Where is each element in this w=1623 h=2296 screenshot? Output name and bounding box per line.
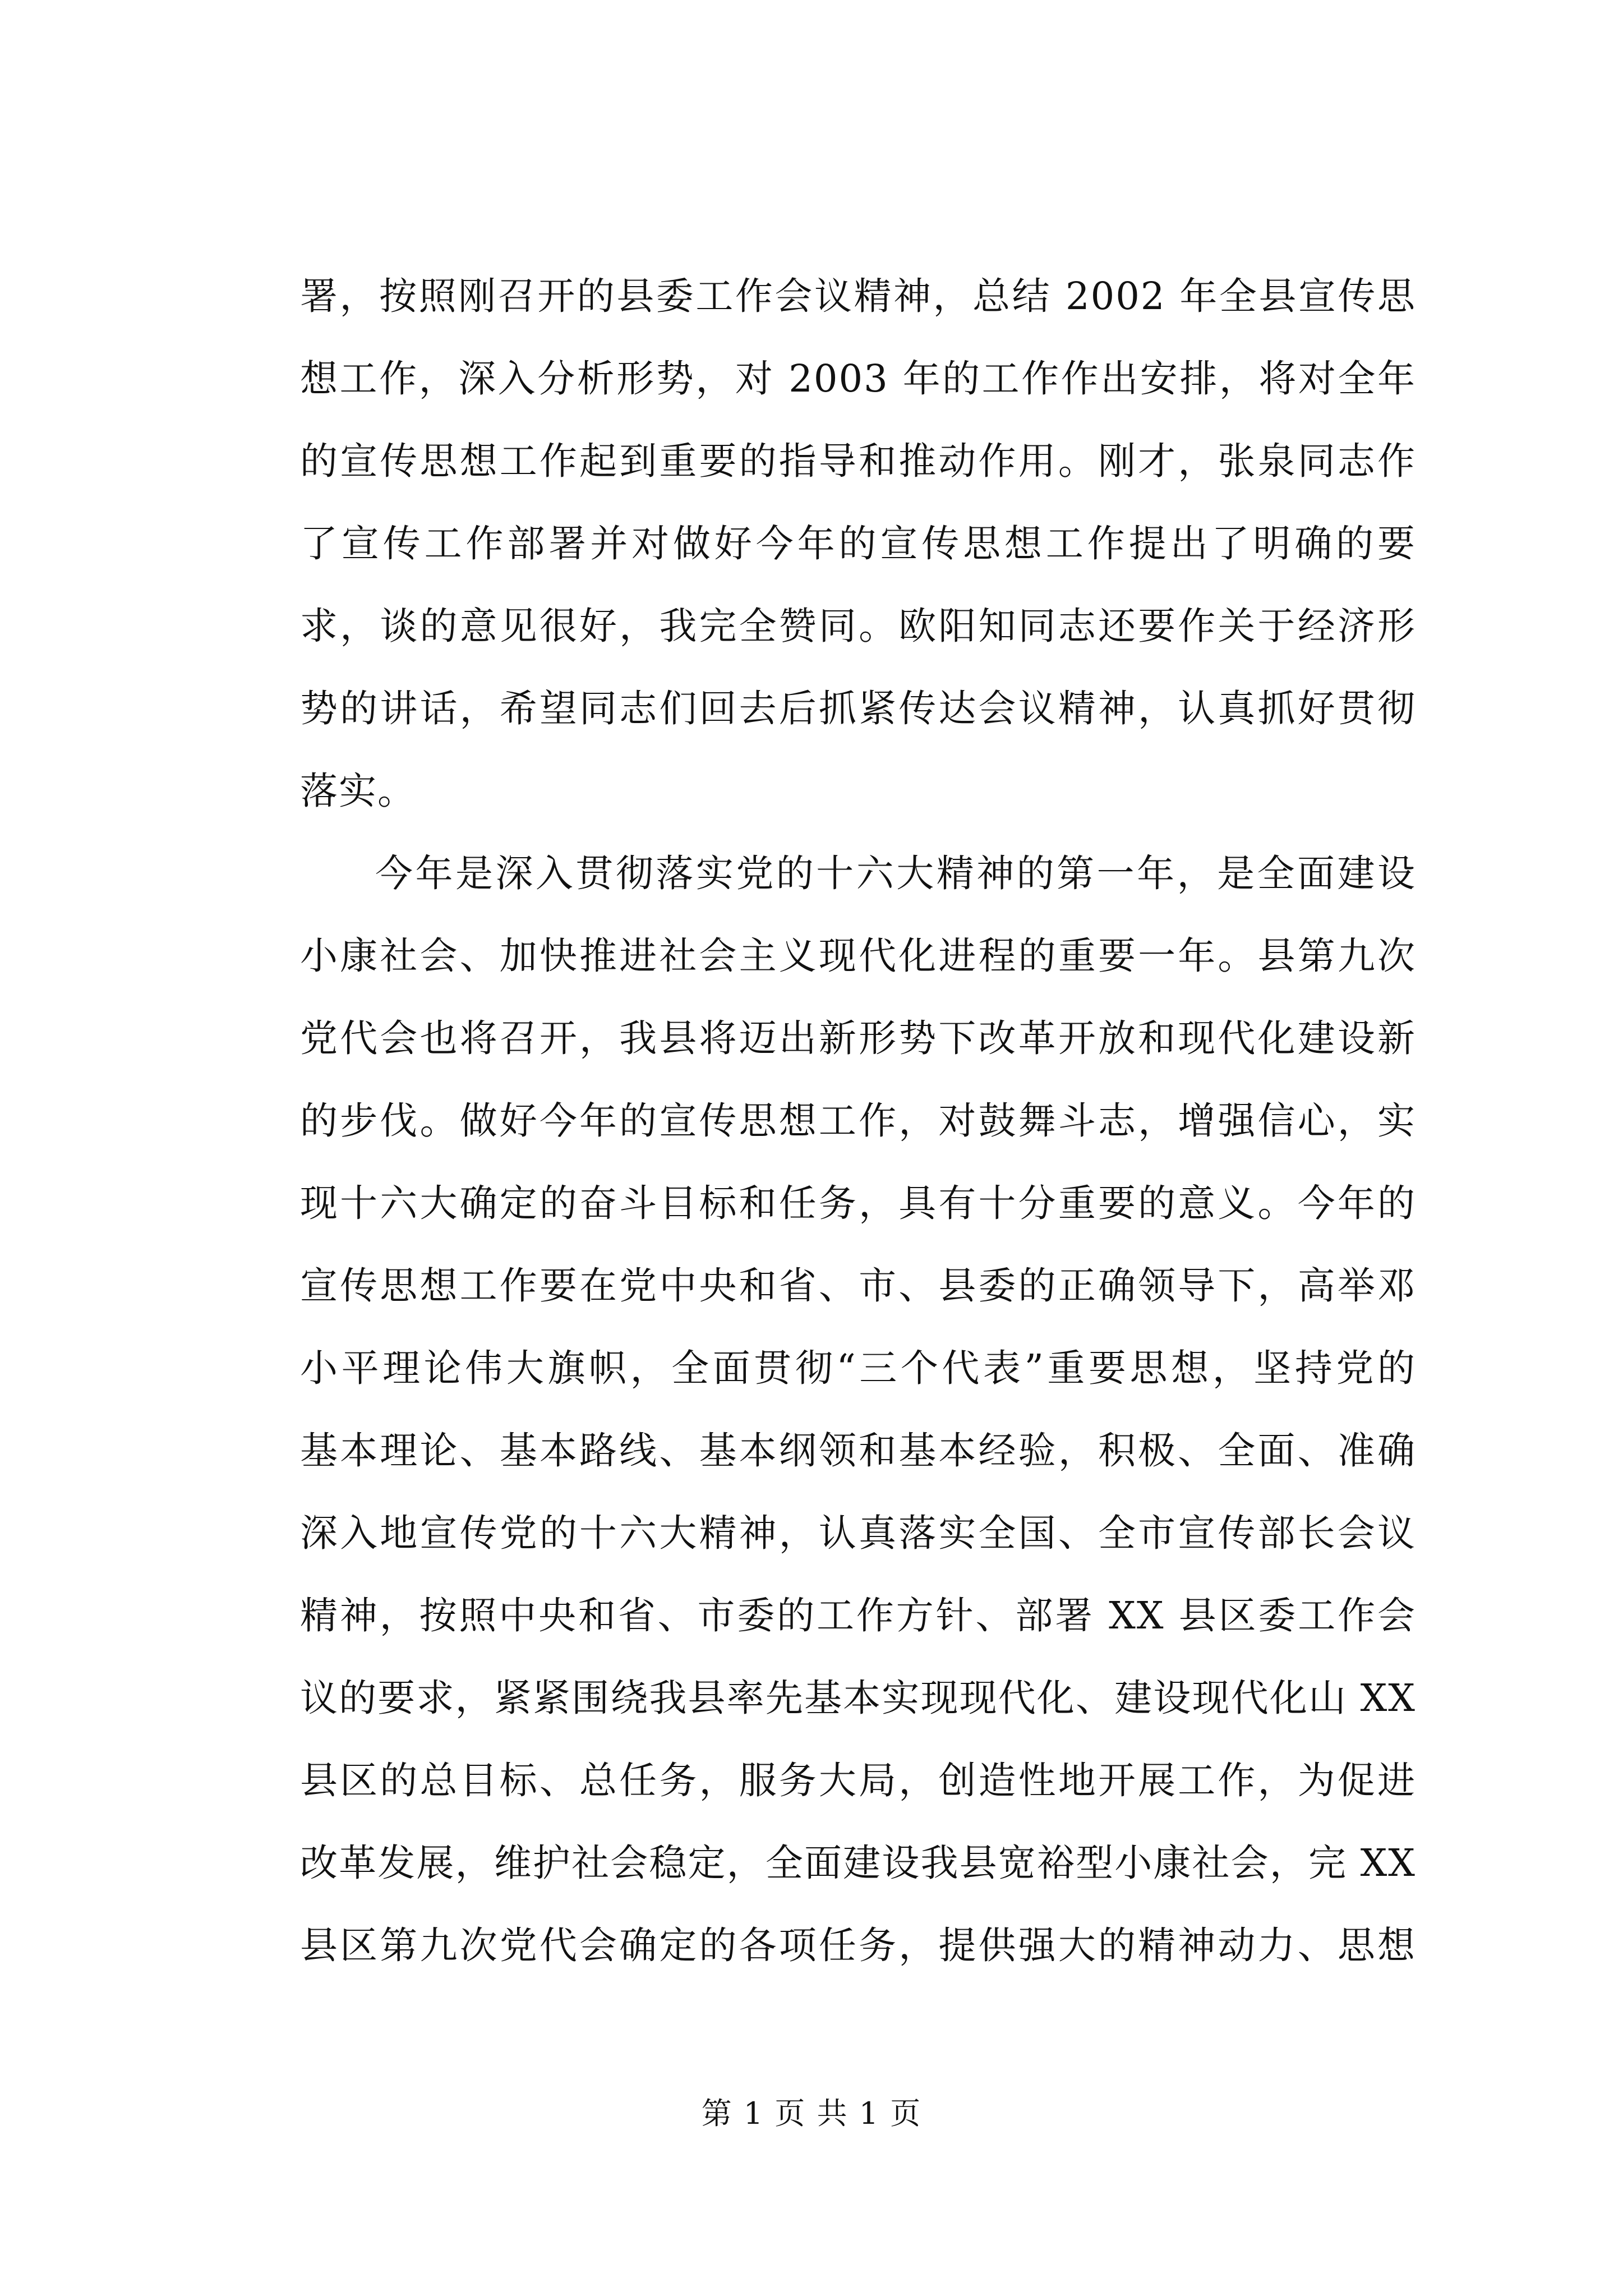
page-number: 第 1 页 共 1 页 (701, 2096, 922, 2131)
text-line: 县区的总目标、总任务，服务大局，创造性地开展工作，为促进 (300, 1759, 1416, 1802)
text-line: 县区第九次党代会确定的各项任务，提供强大的精神动力、思想 (300, 1924, 1416, 1967)
text-line: 议的要求，紧紧围绕我县率先基本实现现代化、建设现代化山 XX (300, 1676, 1416, 1720)
text-line: 想工作，深入分析形势，对 2003 年的工作作出安排，将对全年 (300, 357, 1416, 401)
document-body (300, 255, 1416, 1987)
text-line: 的步伐。做好今年的宣传思想工作，对鼓舞斗志，增强信心，实 (300, 1099, 1416, 1143)
text-line: 党代会也将召开，我县将迈出新形势下改革开放和现代化建设新 (300, 1016, 1416, 1060)
text-line: 小康社会、加快推进社会主义现代化进程的重要一年。县第九次 (300, 934, 1416, 978)
text-line: 落实。 (300, 769, 416, 813)
text-line: 署，按照刚召开的县委工作会议精神，总结 2002 年全县宣传思 (300, 274, 1416, 318)
text-line: 的宣传思想工作起到重要的指导和推动作用。刚才，张泉同志作 (300, 439, 1416, 483)
text-line: 精神，按照中央和省、市委的工作方针、部署 XX 县区委工作会 (300, 1594, 1416, 1637)
text-line: 小平理论伟大旗帜，全面贯彻“三个代表”重要思想，坚持党的 (300, 1346, 1416, 1390)
text-line: 求，谈的意见很好，我完全赞同。欧阳知同志还要作关于经济形 (300, 604, 1416, 648)
text-line: 改革发展，维护社会稳定，全面建设我县宽裕型小康社会，完 XX (300, 1841, 1416, 1885)
text-line: 今年是深入贯彻落实党的十六大精神的第一年，是全面建设 (375, 852, 1416, 895)
text-line: 势的讲话，希望同志们回去后抓紧传达会议精神，认真抓好贯彻 (300, 687, 1416, 730)
text-line: 宣传思想工作要在党中央和省、市、县委的正确领导下，高举邓 (300, 1264, 1416, 1308)
page-footer (0, 2090, 1623, 2133)
text-line: 基本理论、基本路线、基本纲领和基本经验，积极、全面、准确 (300, 1429, 1416, 1473)
text-line: 深入地宣传党的十六大精神，认真落实全国、全市宣传部长会议 (300, 1511, 1416, 1555)
text-line: 了宣传工作部署并对做好今年的宣传思想工作提出了明确的要 (300, 522, 1416, 565)
text-line: 现十六大确定的奋斗目标和任务，具有十分重要的意义。今年的 (300, 1181, 1416, 1225)
